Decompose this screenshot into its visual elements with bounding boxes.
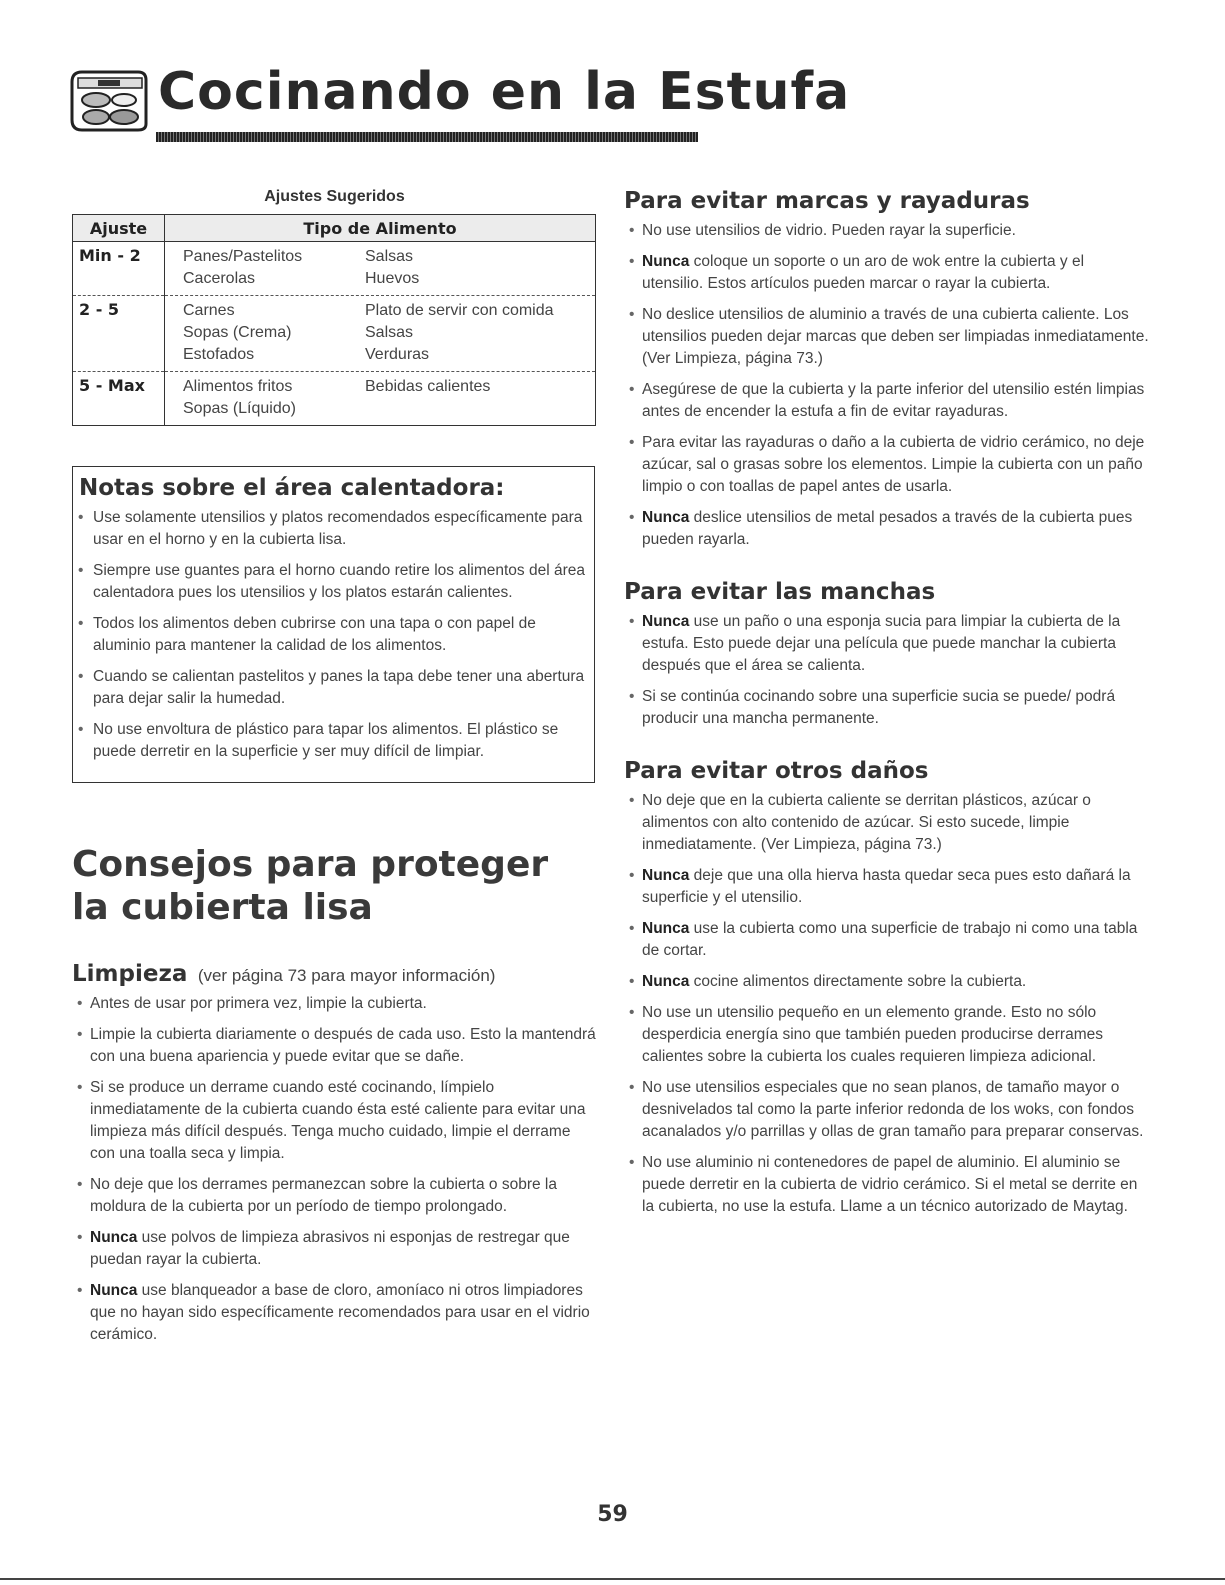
scratches-title: Para evitar marcas y rayaduras xyxy=(624,188,1030,214)
food-item: Alimentos fritos xyxy=(183,378,293,395)
food-item: Huevos xyxy=(365,270,420,287)
right-column xyxy=(624,188,1149,1246)
table-row xyxy=(73,296,596,372)
page-number: 59 xyxy=(597,1502,628,1527)
column-header-setting: Ajuste xyxy=(73,215,165,242)
setting-level: 5 - Max xyxy=(73,372,165,426)
list-item: • Siempre use guantes para el horno cuando retire los alimentos del área calentadora pues los utensilios y los platos estarán calientes. xyxy=(73,560,590,604)
list-item: • Nunca use un paño o una esponja sucia para limpiar la cubierta de la estufa. Esto puede dejar una película que puede manchar la cubierta después que el área se calienta. xyxy=(624,611,1149,677)
list-item: • Nunca use la cubierta como una superficie de trabajo ni como una tabla de cortar. xyxy=(624,918,1149,962)
list-item: • No use un utensilio pequeño en un elemento grande. Esto no sólo desperdicia energía sino que también pueden producirse derrames calientes sobre la cubierta los cuales requieren limpieza adicional. xyxy=(624,1002,1149,1068)
list-item: • Nunca coloque un soporte o un aro de wok entre la cubierta y el utensilio. Estos artículos pueden marcar o rayar la cubierta. xyxy=(624,251,1149,295)
setting-level: 2 - 5 xyxy=(73,296,165,372)
table-header-row xyxy=(73,215,596,242)
list-item: • No use envoltura de plástico para tapar los alimentos. El plástico se puede derretir en la superficie y ser muy difícil de limpiar. xyxy=(73,719,590,763)
food-item: Cacerolas xyxy=(183,270,256,287)
food-cell xyxy=(165,296,596,372)
list-item: • No deje que en la cubierta caliente se derritan plásticos, azúcar o alimentos con alto contenido de azúcar. Si esto sucede, limpie inmediatamente. (Ver Limpieza, página 73.) xyxy=(624,790,1149,856)
damage-title: Para evitar otros daños xyxy=(624,758,929,784)
food-item: Carnes xyxy=(183,302,235,319)
cleaning-heading-label: Limpieza xyxy=(72,961,188,987)
list-item: • Nunca deje que una olla hierva hasta quedar seca pues esto dañará la superficie y el utensilio. xyxy=(624,865,1149,909)
table-row xyxy=(73,372,596,426)
scratches-section xyxy=(624,188,1149,551)
page-title: Cocinando en la Estufa xyxy=(158,62,851,122)
stains-list xyxy=(624,611,1149,730)
list-item: • No deslice utensilios de aluminio a través de una cubierta caliente. Los utensilios pueden dejar marcas que deben ser limpiadas inmediatamente. (Ver Limpieza, página 73.) xyxy=(624,304,1149,370)
list-item: • Todos los alimentos deben cubrirse con una tapa o con papel de aluminio para mantener la calidad de los alimentos. xyxy=(73,613,590,657)
list-item: • Nunca use blanqueador a base de cloro, amoníaco ni otros limpiadores que no hayan sido específicamente recomendados para usar en el vidrio cerámico. xyxy=(72,1280,597,1346)
list-item: • Para evitar las rayaduras o daño a la cubierta de vidrio cerámico, no deje azúcar, sal o grasas sobre los elementos. Limpie la cubierta con un paño limpio o con toallas de papel antes de usarla. xyxy=(624,432,1149,498)
list-item: • No use utensilios especiales que no sean planos, de tamaño mayor o desnivelados tal como la parte inferior redonda de los woks, con fondos acanalados y/o parrillas y ollas de gran tamaño para preparar conservas. xyxy=(624,1077,1149,1143)
left-column xyxy=(72,188,597,1355)
food-item: Salsas xyxy=(365,248,414,265)
stains-section xyxy=(624,579,1149,730)
stains-title: Para evitar las manchas xyxy=(624,579,936,605)
cleaning-heading-note: (ver página 73 para mayor información) xyxy=(197,966,496,985)
list-item: • Use solamente utensilios y platos recomendados específicamente para usar en el horno y en la cubierta lisa. xyxy=(73,507,590,551)
setting-level: Min - 2 xyxy=(73,242,165,296)
list-item: • Nunca use polvos de limpieza abrasivos ni esponjas de restregar que puedan rayar la cubierta. xyxy=(72,1227,597,1271)
scratches-list xyxy=(624,220,1149,551)
damage-section xyxy=(624,758,1149,1218)
food-item: Bebidas calientes xyxy=(365,378,491,395)
title-underline xyxy=(156,132,698,142)
food-item: Estofados xyxy=(183,346,255,363)
food-item: Verduras xyxy=(365,346,430,363)
food-item: Plato de servir con comida xyxy=(365,302,554,319)
list-item: • Nunca cocine alimentos directamente sobre la cubierta. xyxy=(624,971,1149,993)
list-item: • Antes de usar por primera vez, limpie la cubierta. xyxy=(72,993,597,1015)
list-item: • No use utensilios de vidrio. Pueden rayar la superficie. xyxy=(624,220,1149,242)
page-header xyxy=(68,60,851,150)
list-item: • No use aluminio ni contenedores de papel de aluminio. El aluminio se puede derretir en la cubierta de vidrio cerámico. Si el metal se derrite en la cubierta, no use la estufa. Llame a un técnico autorizado de Maytag. xyxy=(624,1152,1149,1218)
warming-area-notes-box xyxy=(72,466,595,783)
cleaning-heading xyxy=(72,961,597,987)
food-item: Panes/Pastelitos xyxy=(183,248,303,265)
notes-title: Notas sobre el área calentadora: xyxy=(79,475,505,501)
food-cell xyxy=(165,372,596,426)
table-caption: Ajustes Sugeridos xyxy=(264,188,405,205)
cooktop-icon xyxy=(68,68,150,134)
food-cell xyxy=(165,242,596,296)
food-item: Salsas xyxy=(365,324,414,341)
suggested-settings-table xyxy=(72,214,596,426)
food-item xyxy=(365,398,595,419)
food-item: Sopas (Crema) xyxy=(183,324,292,341)
protect-section-title: Consejos para proteger la cubierta lisa xyxy=(72,844,549,928)
list-item: • No deje que los derrames permanezcan sobre la cubierta o sobre la moldura de la cubierta por un período de tiempo prolongado. xyxy=(72,1174,597,1218)
list-item: • Si se continúa cocinando sobre una superficie sucia se puede/ podrá producir una mancha permanente. xyxy=(624,686,1149,730)
notes-list xyxy=(73,507,590,763)
list-item: • Asegúrese de que la cubierta y la parte inferior del utensilio estén limpias antes de encender la estufa a fin de evitar rayaduras. xyxy=(624,379,1149,423)
bottom-divider xyxy=(0,1578,1225,1580)
damage-list xyxy=(624,790,1149,1218)
list-item: • Limpie la cubierta diariamente o después de cada uso. Esto la mantendrá con una buena apariencia y puede evitar que se dañe. xyxy=(72,1024,597,1068)
table-row xyxy=(73,242,596,296)
list-item: • Nunca deslice utensilios de metal pesados a través de la cubierta pues pueden rayarla. xyxy=(624,507,1149,551)
food-item: Sopas (Líquido) xyxy=(183,400,296,417)
column-header-food-type: Tipo de Alimento xyxy=(165,215,596,242)
cleaning-list xyxy=(72,993,597,1346)
list-item: • Si se produce un derrame cuando esté cocinando, límpielo inmediatamente de la cubierta cuando ésta esté caliente para evitar una limpieza más difícil después. Tenga mucho cuidado, limpie el derrame con una toalla seca y limpia. xyxy=(72,1077,597,1165)
list-item: • Cuando se calientan pastelitos y panes la tapa debe tener una abertura para dejar salir la humedad. xyxy=(73,666,590,710)
